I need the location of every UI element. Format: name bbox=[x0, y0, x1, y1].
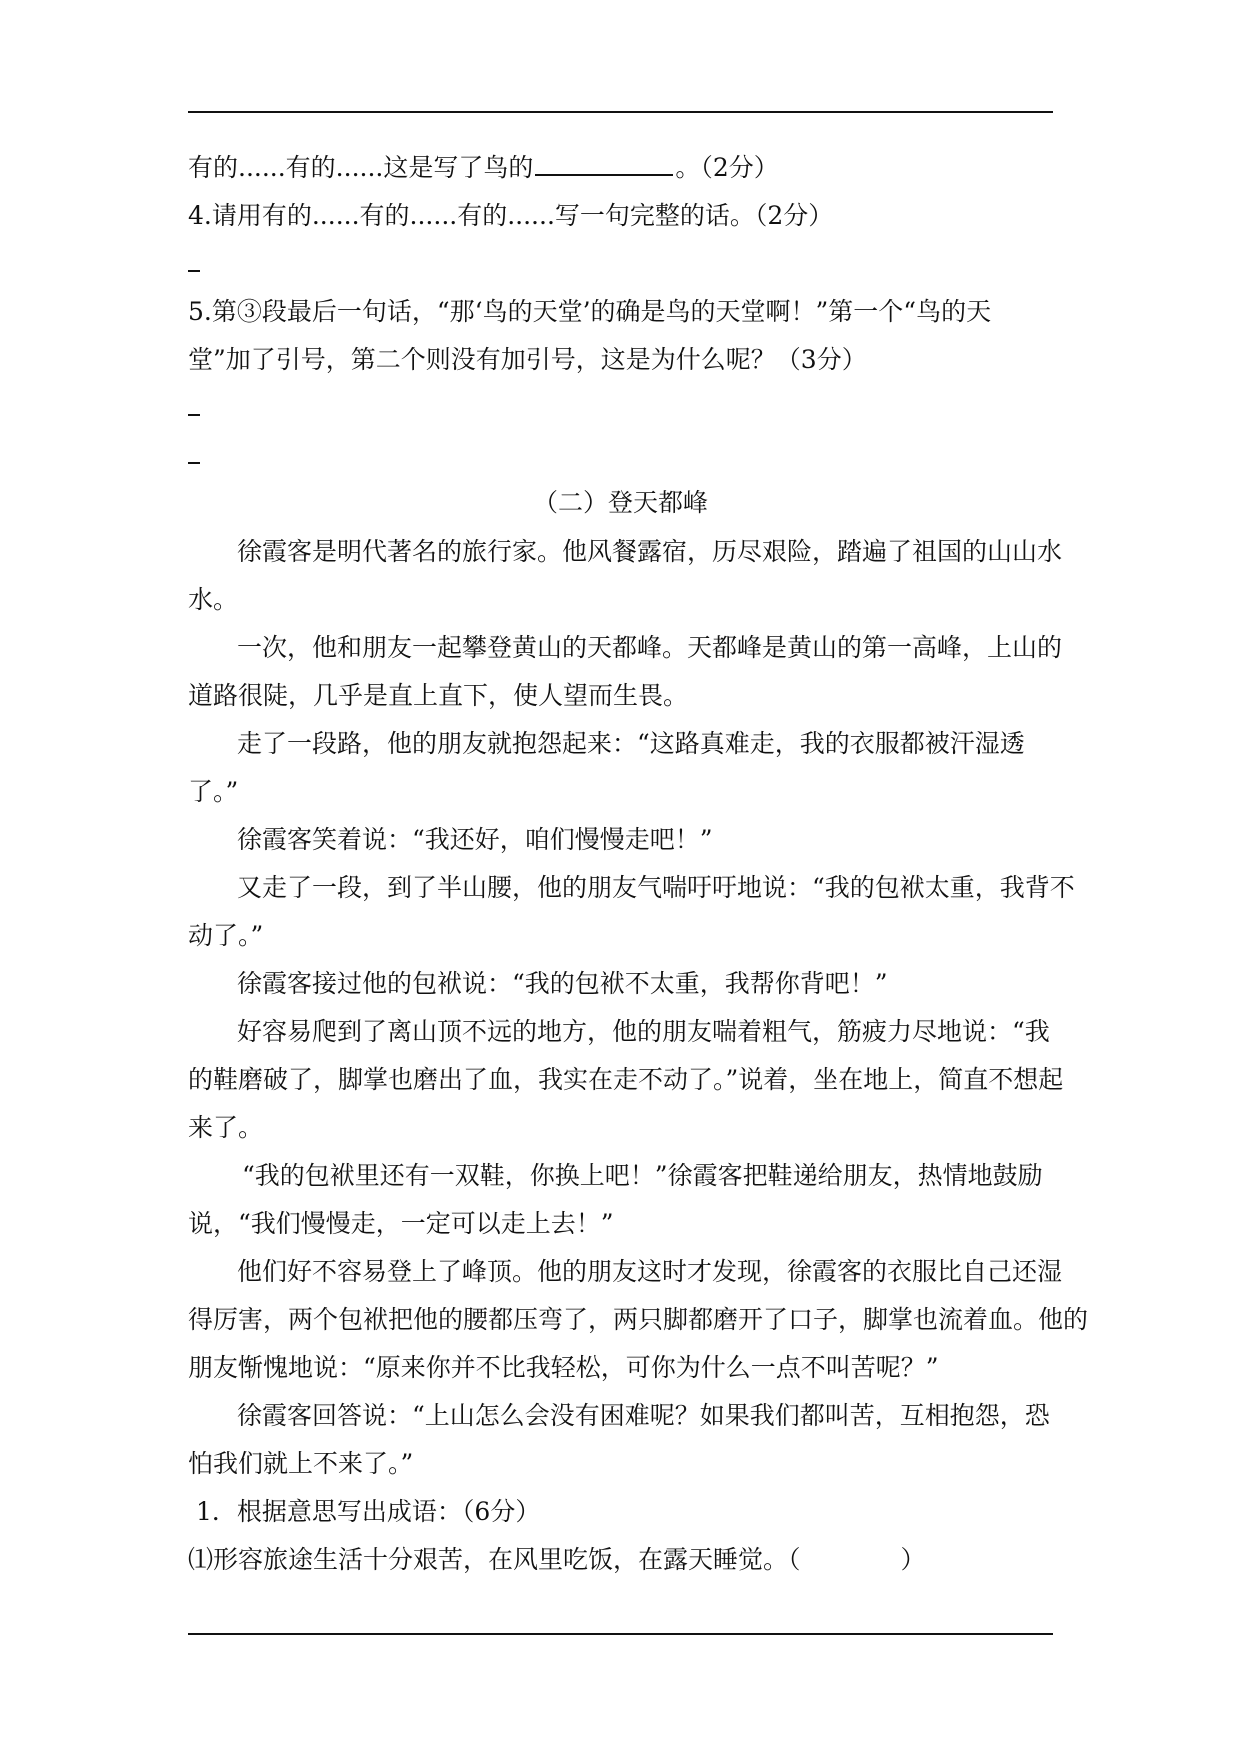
passage-p10-line-2: 怕我们就上不来了。” bbox=[188, 1449, 414, 1478]
passage-p3-line-1: 走了一段路，他的朋友就抱怨起来：“这路真难走，我的衣服都被汗湿透 bbox=[237, 729, 1025, 758]
passage-p9-line-3: 朋友惭愧地说：“原来你并不比我轻松，可你为什么一点不叫苦呢？” bbox=[188, 1353, 939, 1382]
passage-p8-line-2: 说，“我们慢慢走，一定可以走上去！” bbox=[188, 1209, 614, 1238]
footer-rule bbox=[188, 1633, 1053, 1635]
question-5-line-2: 堂”加了引号，第二个则没有加引号，这是为什么呢？（3分） bbox=[188, 345, 867, 374]
passage-p7-line-2: 的鞋磨破了，脚掌也磨出了血，我实在走不动了。”说着，坐在地上，简直不想起 bbox=[188, 1065, 1064, 1094]
question-5-line-1: 5.第③段最后一句话，“那‘鸟的天堂’的确是鸟的天堂啊！”第一个“鸟的天 bbox=[188, 297, 992, 326]
passage-p2-line-1: 一次，他和朋友一起攀登黄山的天都峰。天都峰是黄山的第一高峰，上山的 bbox=[237, 633, 1063, 662]
answer-blank[interactable] bbox=[535, 152, 673, 176]
passage-p1-line-1: 徐霞客是明代著名的旅行家。他风餐露宿，历尽艰险，踏遍了祖国的山山水 bbox=[237, 537, 1063, 566]
answer-line-q5-1[interactable] bbox=[188, 414, 200, 416]
answer-line-q5-2[interactable] bbox=[188, 462, 200, 464]
passage-p7-line-3: 来了。 bbox=[188, 1113, 264, 1142]
passage-p1-line-2: 水。 bbox=[188, 585, 239, 614]
question-4: 4.请用有的......有的......有的......写一句完整的话。（2分） bbox=[188, 201, 834, 230]
passage-p7-line-1: 好容易爬到了离山顶不远的地方，他的朋友喘着粗气，筋疲力尽地说：“我 bbox=[237, 1017, 1050, 1046]
question-3-score: 。（2分） bbox=[675, 153, 779, 182]
passage-p4: 徐霞客笑着说：“我还好，咱们慢慢走吧！” bbox=[237, 825, 713, 854]
passage-p9-line-2: 得厉害，两个包袱把他的腰都压弯了，两只脚都磨开了口子，脚掌也流着血。他的 bbox=[188, 1305, 1089, 1334]
passage-p8-line-1: “我的包袱里还有一双鞋，你换上吧！”徐霞客把鞋递给朋友，热情地鼓励 bbox=[242, 1161, 1043, 1190]
passage-p9-line-1: 他们好不容易登上了峰顶。他的朋友这时才发现，徐霞客的衣服比自己还湿 bbox=[237, 1257, 1063, 1286]
answer-line-q4[interactable] bbox=[188, 270, 200, 272]
question-1-1-text: ⑴形容旅途生活十分艰苦，在风里吃饭，在露天睡觉。（ bbox=[188, 1545, 801, 1574]
question-3-text: 有的......有的......这是写了鸟的 bbox=[188, 153, 534, 182]
passage-p5-line-2: 动了。” bbox=[188, 921, 264, 950]
passage-p2-line-2: 道路很陡，几乎是直上直下，使人望而生畏。 bbox=[188, 681, 689, 710]
passage-p6: 徐霞客接过他的包袱说：“我的包袱不太重，我帮你背吧！” bbox=[237, 969, 888, 998]
question-1-1-line bbox=[188, 1544, 926, 1576]
question-1: 1．根据意思写出成语：（6分） bbox=[196, 1497, 541, 1526]
passage-p5-line-1: 又走了一段，到了半山腰，他的朋友气喘吁吁地说：“我的包袱太重，我背不 bbox=[237, 873, 1075, 902]
passage-p3-line-2: 了。” bbox=[188, 777, 239, 806]
close-paren: ） bbox=[900, 1545, 926, 1574]
section-title: （二）登天都峰 bbox=[532, 488, 708, 517]
header-rule bbox=[188, 111, 1053, 113]
question-3-line bbox=[188, 152, 779, 184]
passage-p10-line-1: 徐霞客回答说：“上山怎么会没有困难呢？如果我们都叫苦，互相抱怨，恐 bbox=[237, 1401, 1050, 1430]
